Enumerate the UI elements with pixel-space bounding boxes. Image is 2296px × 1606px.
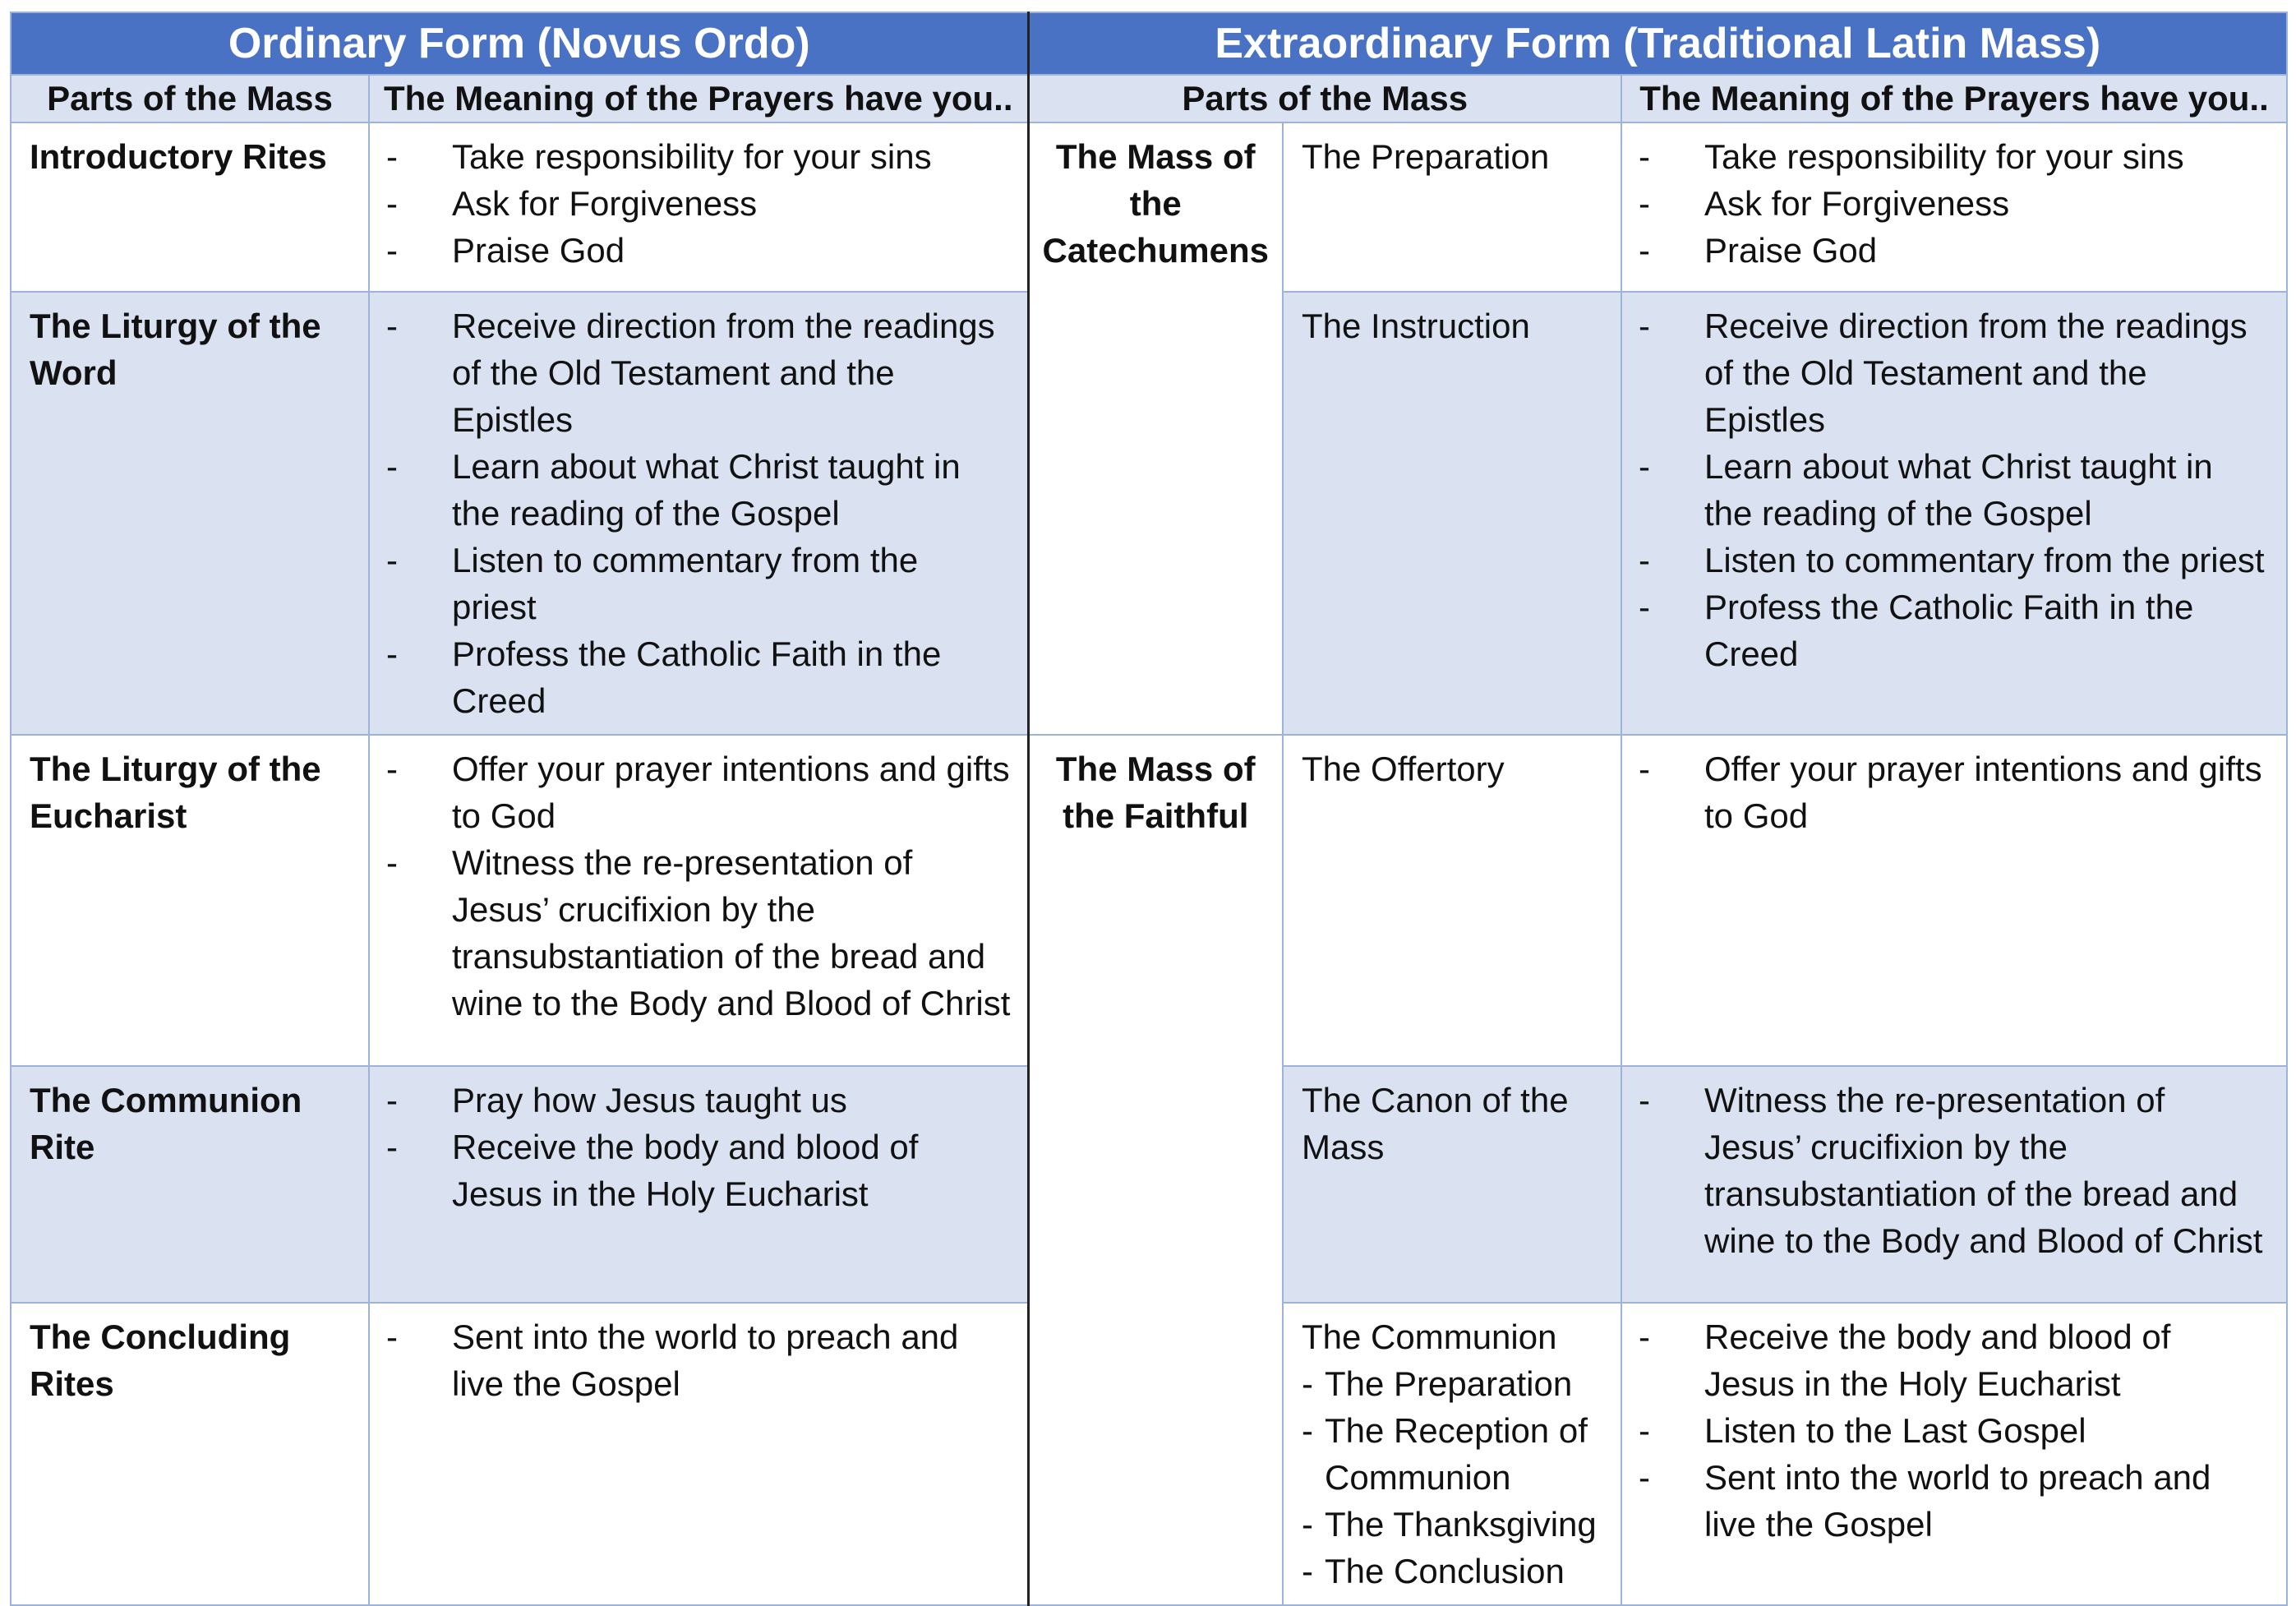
meaning-item [1639, 227, 2270, 274]
extraordinary-form-header: Extraordinary Form (Traditional Latin Mass) [1028, 12, 2287, 75]
meaning-item [1639, 302, 2270, 443]
meaning-item [386, 1077, 1011, 1124]
ordinary-parts-header: Parts of the Mass [11, 75, 369, 122]
ordinary-meaning-header: The Meaning of the Prayers have you.. [369, 75, 1028, 122]
bullet-dash: - [1639, 1081, 1650, 1119]
subpart-item [1302, 1407, 1602, 1501]
extraordinary-meaning-cell [1621, 735, 2287, 1066]
subpart-item [1302, 1501, 1602, 1548]
meaning-text: Learn about what Christ taught in the reading of the Gospel [1704, 447, 2213, 533]
meaning-text: Profess the Catholic Faith in the Creed [452, 635, 942, 720]
bullet-dash: - [1639, 750, 1650, 788]
bullet-dash: - [1639, 1411, 1650, 1450]
meaning-item [1639, 1077, 2270, 1264]
form-header-row [11, 12, 2287, 75]
meaning-item [386, 1124, 1011, 1217]
bullet-dash: - [386, 541, 398, 579]
meaning-item [1639, 1407, 2270, 1454]
bullet-dash: - [386, 307, 398, 345]
meaning-item [386, 745, 1011, 839]
meaning-text: Profess the Catholic Faith in the Creed [1704, 588, 2194, 673]
meaning-item [1639, 133, 2270, 180]
ordinary-part: The Liturgy of the Word [11, 292, 369, 735]
bullet-dash: - [386, 184, 398, 223]
meaning-text: Take responsibility for your sins [1704, 137, 2184, 176]
meaning-item [1639, 745, 2270, 839]
bullet-dash: - [1639, 1458, 1650, 1497]
meaning-item [1639, 180, 2270, 227]
extraordinary-meaning-cell [1621, 122, 2287, 292]
meaning-item [1639, 443, 2270, 537]
extraordinary-part: The Offertory [1283, 735, 1621, 1066]
meaning-text: Receive the body and blood of Jesus in the Holy Eucharist [1704, 1318, 2171, 1403]
ordinary-part: Introductory Rites [11, 122, 369, 292]
extraordinary-part: The Preparation [1283, 122, 1621, 292]
bullet-dash: - [386, 231, 398, 270]
meaning-text: Witness the re-presentation of Jesus’ crucifixion by the transubstantiation of the bread and wine to the Body and Blood of Christ [1704, 1081, 2263, 1260]
table-row [11, 735, 2287, 1066]
bullet-dash: - [386, 1081, 398, 1119]
meaning-text: Ask for Forgiveness [1704, 184, 2010, 223]
mass-comparison-table [10, 12, 2288, 1606]
meaning-text: Listen to commentary from the priest [1704, 541, 2265, 579]
bullet-dash: - [1302, 1505, 1313, 1544]
bullet-dash: - [1639, 541, 1650, 579]
meaning-item [386, 839, 1011, 1027]
meaning-text: Praise God [1704, 231, 1878, 270]
bullet-dash: - [1302, 1552, 1313, 1590]
bullet-dash: - [1302, 1411, 1313, 1450]
meaning-item [386, 1313, 1011, 1407]
ordinary-meaning-cell [369, 1066, 1028, 1303]
meaning-text: Take responsibility for your sins [452, 137, 932, 176]
ordinary-meaning-cell [369, 1303, 1028, 1605]
ordinary-part: The Liturgy of the Eucharist [11, 735, 369, 1066]
meaning-text: Offer your prayer intentions and gifts to God [452, 750, 1010, 835]
bullet-dash: - [1639, 447, 1650, 486]
subpart-text: The Thanksgiving [1325, 1505, 1597, 1544]
extraordinary-meaning-cell [1621, 1066, 2287, 1303]
meaning-text: Receive the body and blood of Jesus in the Holy Eucharist [452, 1128, 919, 1213]
bullet-dash: - [386, 1128, 398, 1166]
ordinary-form-header: Ordinary Form (Novus Ordo) [11, 12, 1028, 75]
meaning-item [1639, 584, 2270, 677]
meaning-item [1639, 1454, 2270, 1548]
extraordinary-parts-header: Parts of the Mass [1028, 75, 1621, 122]
bullet-dash: - [386, 750, 398, 788]
subpart-text: The Conclusion [1325, 1552, 1565, 1590]
bullet-dash: - [386, 137, 398, 176]
meaning-text: Learn about what Christ taught in the reading of the Gospel [452, 447, 961, 533]
extraordinary-meaning-cell [1621, 292, 2287, 735]
ordinary-part: The Communion Rite [11, 1066, 369, 1303]
meaning-text: Praise God [452, 231, 625, 270]
meaning-text: Sent into the world to preach and live the Gospel [452, 1318, 959, 1403]
bullet-dash: - [386, 1318, 398, 1356]
mass-of-catechumens: The Mass of the Catechumens [1028, 122, 1283, 735]
ordinary-meaning-cell [369, 122, 1028, 292]
extraordinary-meaning-cell [1621, 1303, 2287, 1605]
meaning-text: Receive direction from the readings of the Old Testament and the Epistles [1704, 307, 2248, 439]
bullet-dash: - [386, 447, 398, 486]
meaning-text: Listen to commentary from the priest [452, 541, 919, 626]
extraordinary-part: The Canon of the Mass [1283, 1066, 1621, 1303]
extraordinary-part: The Instruction [1283, 292, 1621, 735]
bullet-dash: - [1639, 231, 1650, 270]
meaning-text: Witness the re-presentation of Jesus’ crucifixion by the transubstantiation of the bread and wine to the Body and Blood of Christ [452, 843, 1011, 1022]
extraordinary-meaning-header: The Meaning of the Prayers have you.. [1621, 75, 2287, 122]
bullet-dash: - [1639, 307, 1650, 345]
table-row [11, 122, 2287, 292]
subpart-item [1302, 1360, 1602, 1407]
meaning-item [386, 537, 1011, 630]
subpart-item [1302, 1548, 1602, 1594]
meaning-text: Offer your prayer intentions and gifts to God [1704, 750, 2262, 835]
meaning-item [1639, 1313, 2270, 1407]
meaning-item [386, 443, 1011, 537]
meaning-item [386, 227, 1011, 274]
subpart-text: The Reception of Communion [1325, 1411, 1588, 1497]
meaning-item [386, 302, 1011, 443]
extraordinary-part: The Communion [1302, 1318, 1557, 1356]
column-header-row [11, 75, 2287, 122]
ordinary-meaning-cell [369, 735, 1028, 1066]
bullet-dash: - [1302, 1364, 1313, 1403]
ordinary-meaning-cell [369, 292, 1028, 735]
bullet-dash: - [1639, 137, 1650, 176]
ordinary-part: The Concluding Rites [11, 1303, 369, 1605]
meaning-item [386, 180, 1011, 227]
meaning-text: Listen to the Last Gospel [1704, 1411, 2086, 1450]
mass-of-faithful: The Mass of the Faithful [1028, 735, 1283, 1605]
bullet-dash: - [1639, 588, 1650, 626]
meaning-text: Sent into the world to preach and live the Gospel [1704, 1458, 2211, 1544]
bullet-dash: - [386, 843, 398, 882]
meaning-item [386, 133, 1011, 180]
extraordinary-part-cell [1283, 1303, 1621, 1605]
meaning-item [386, 630, 1011, 724]
bullet-dash: - [386, 635, 398, 673]
bullet-dash: - [1639, 184, 1650, 223]
meaning-item [1639, 537, 2270, 584]
meaning-text: Receive direction from the readings of the Old Testament and the Epistles [452, 307, 995, 439]
subpart-text: The Preparation [1325, 1364, 1573, 1403]
bullet-dash: - [1639, 1318, 1650, 1356]
meaning-text: Pray how Jesus taught us [452, 1081, 847, 1119]
meaning-text: Ask for Forgiveness [452, 184, 758, 223]
